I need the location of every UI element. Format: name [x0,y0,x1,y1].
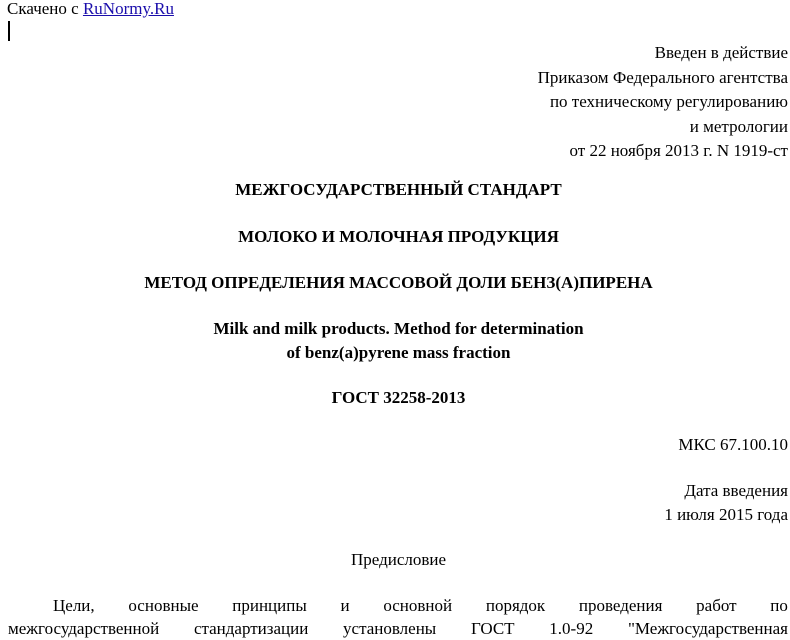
enactment-block [538,41,788,164]
enactment-line: от 22 ноября 2013 г. N 1919-ст [569,141,788,160]
enactment-line: Приказом Федерального агентства [537,67,788,87]
word: межгосударственной [8,619,160,638]
paragraph-line-2 [8,617,788,640]
source-link[interactable]: RuNormy.Ru [82,0,174,18]
enactment-line: по техническому регулированию [549,92,788,111]
source-note [7,0,174,20]
english-title-line-2: of benz(a)pyrene mass fraction [286,343,511,362]
paragraph-line-1 [8,594,788,617]
word: установлены [343,619,437,638]
introduction-date-value: 1 июля 2015 года [664,505,788,524]
standard-type-heading: МЕЖГОСУДАРСТВЕННЫЙ СТАНДАРТ [235,180,562,199]
enactment-line: Введен в действие [654,43,788,62]
word: принципы [232,596,307,615]
gost-number: ГОСТ 32258-2013 [331,388,466,407]
word: по [770,596,788,615]
word: работ [696,596,737,615]
enactment-line: и метрологии [689,116,788,136]
word: и [340,596,350,615]
word: порядок [485,596,546,615]
preface-heading: Предисловие [350,550,447,569]
word: стандартизации [193,619,309,638]
source-prefix: Скачено с [7,0,83,18]
product-heading: МОЛОКО И МОЛОЧНАЯ ПРОДУКЦИЯ [238,227,559,246]
word: основные [128,596,199,615]
word: ГОСТ [470,619,515,638]
method-heading: МЕТОД ОПРЕДЕЛЕНИЯ МАССОВОЙ ДОЛИ БЕНЗ(А)ПИРЕНА [144,273,653,292]
word: проведения [578,596,663,615]
introduction-date-label: Дата введения [684,481,788,500]
word: 1.0-92 [549,619,594,638]
word: "Межгосударственная [627,619,788,638]
word: Цели, [53,596,95,615]
english-title-line-1: Milk and milk products. Method for determination [213,319,584,338]
text-cursor [8,21,10,41]
classification-code: МКС 67.100.10 [678,435,788,454]
word: основной [383,596,453,615]
preface-paragraph [8,594,788,640]
